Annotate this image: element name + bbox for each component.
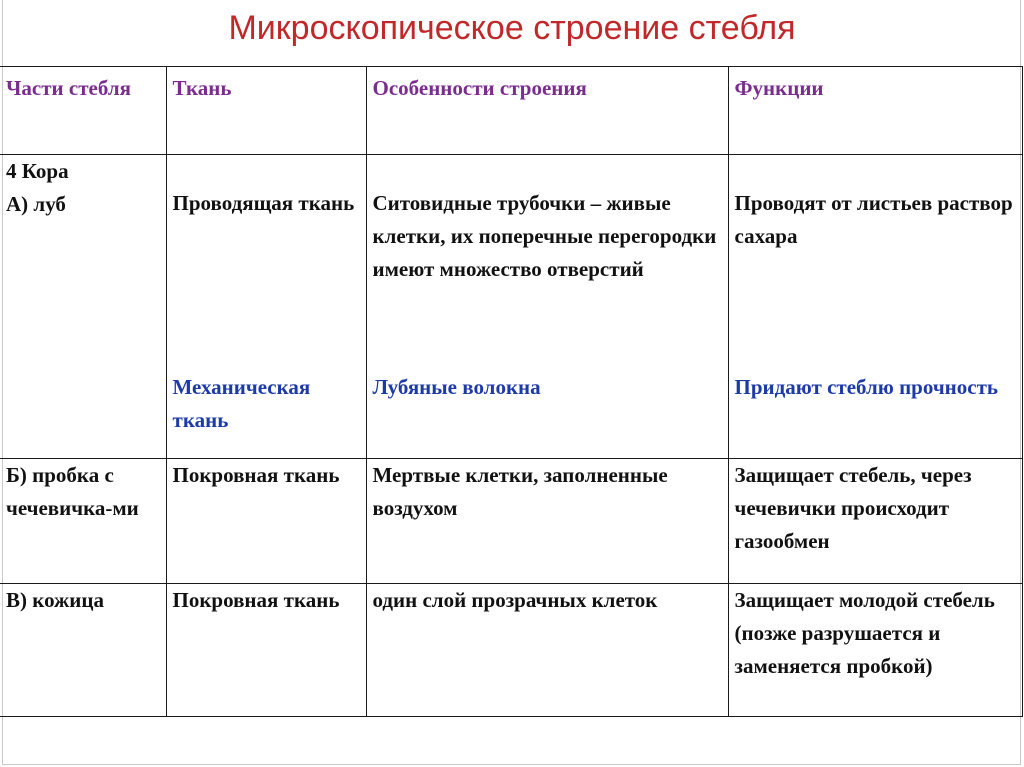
header-tissue: Ткань xyxy=(166,67,366,155)
functions-kora-conduct: Проводят от листьев раствор сахара xyxy=(734,191,1013,248)
cell-functions-kozhitsa: Защищает молодой стебель (позже разрушается и заменяется пробкой) xyxy=(728,584,1022,717)
slide-title: Микроскопическое строение стебля xyxy=(228,9,796,47)
tissue-kora-conducting: Проводящая ткань xyxy=(172,191,355,215)
cell-tissue-kora xyxy=(166,155,366,459)
cell-tissue-kozhitsa: Покровная ткань xyxy=(166,584,366,717)
structure-kora-bast-fibers: Лубяные волокна xyxy=(372,375,541,399)
table-row-probka xyxy=(0,459,1022,584)
table-header-row xyxy=(0,67,1022,155)
stem-structure-table xyxy=(0,66,1023,717)
cell-functions-kora xyxy=(728,155,1022,459)
cell-structure-kora xyxy=(366,155,728,459)
cell-tissue-probka: Покровная ткань xyxy=(166,459,366,584)
cell-structure-kozhitsa: один слой прозрачных клеток xyxy=(366,584,728,717)
header-structure: Особенности строения xyxy=(366,67,728,155)
table-row-kozhitsa xyxy=(0,584,1022,717)
header-functions: Функции xyxy=(728,67,1022,155)
structure-kora-sieve-tubes: Ситовидные трубочки – живые клетки, их поперечные перегородки имеют множество отверстий xyxy=(372,191,717,281)
part-kora-line-2: А) луб xyxy=(6,192,66,216)
part-kora-line-1: 4 Кора xyxy=(6,159,69,183)
table-row-kora xyxy=(0,155,1022,459)
functions-kora-strength: Придают стеблю прочность xyxy=(734,375,999,399)
cell-part-kora xyxy=(0,155,166,459)
cell-functions-probka: Защищает стебель, через чечевички происходит газообмен xyxy=(728,459,1022,584)
stem-structure-table-container xyxy=(0,66,1023,717)
tissue-kora-mechanical: Механическая ткань xyxy=(172,375,311,432)
cell-structure-probka: Мертвые клетки, заполненные воздухом xyxy=(366,459,728,584)
cell-part-kozhitsa: В) кожица xyxy=(0,584,166,717)
cell-part-probka: Б) пробка с чечевичка-ми xyxy=(0,459,166,584)
header-part: Части стебля xyxy=(0,67,166,155)
